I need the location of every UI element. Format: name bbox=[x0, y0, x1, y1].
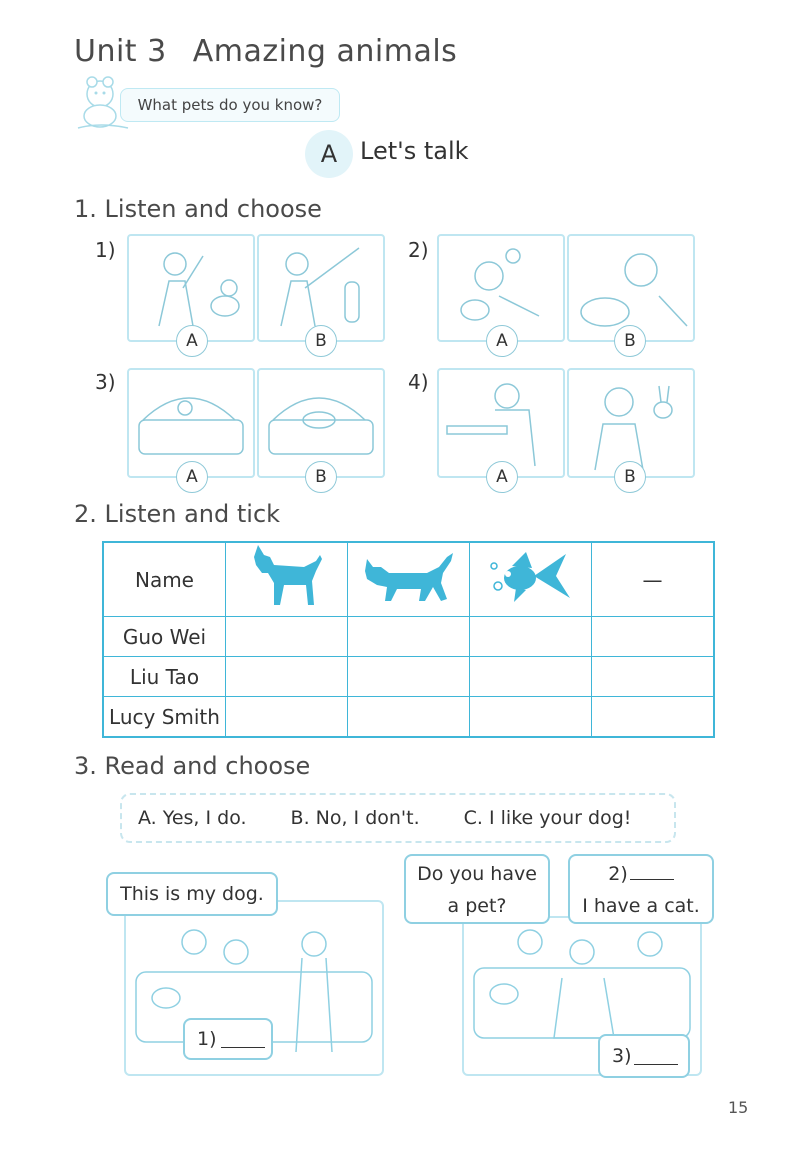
item3-choice-a[interactable]: A bbox=[176, 461, 208, 493]
answer-3-number: 3) bbox=[612, 1045, 632, 1067]
item2-choice-b[interactable]: B bbox=[614, 325, 646, 357]
item4-choice-a[interactable]: A bbox=[486, 461, 518, 493]
answer-2-number: 2) bbox=[608, 863, 628, 885]
goldfish-icon bbox=[486, 546, 576, 608]
answer-2-blank[interactable] bbox=[630, 863, 674, 880]
item3-number: 3) bbox=[95, 370, 116, 394]
answer-3-blank[interactable] bbox=[634, 1048, 678, 1065]
answer-2-line bbox=[570, 858, 712, 890]
cat-icon bbox=[359, 547, 459, 607]
item4-number: 4) bbox=[408, 370, 429, 394]
option-a: A. Yes, I do. bbox=[138, 807, 247, 829]
tick-cell[interactable] bbox=[592, 657, 715, 697]
item4-choice-b[interactable]: B bbox=[614, 461, 646, 493]
row-name-liu-tao: Liu Tao bbox=[103, 657, 226, 697]
row-name-lucy-smith: Lucy Smith bbox=[103, 697, 226, 738]
section1-title: 1. Listen and choose bbox=[74, 195, 322, 223]
answer-bubble-2[interactable] bbox=[568, 854, 714, 924]
answer-1-blank[interactable] bbox=[221, 1031, 265, 1048]
item1-choice-a[interactable]: A bbox=[176, 325, 208, 357]
item2-choice-a[interactable]: A bbox=[486, 325, 518, 357]
goldfish-column-header bbox=[470, 542, 592, 617]
unit-title bbox=[74, 34, 457, 69]
unit-label: Unit 3 bbox=[74, 34, 167, 69]
pets-question-bubble: What pets do you know? bbox=[120, 88, 340, 122]
blank-column-header: — bbox=[592, 542, 715, 617]
page-number: 15 bbox=[728, 1098, 749, 1117]
item3-choice-b[interactable]: B bbox=[305, 461, 337, 493]
tick-cell[interactable] bbox=[348, 697, 470, 738]
question-line-2: a pet? bbox=[447, 895, 507, 917]
dog-column-header bbox=[226, 542, 348, 617]
tick-cell[interactable] bbox=[592, 617, 715, 657]
tick-cell[interactable] bbox=[226, 697, 348, 738]
tick-table bbox=[102, 541, 715, 738]
tick-cell[interactable] bbox=[470, 617, 592, 657]
answer-bubble-1[interactable] bbox=[183, 1018, 273, 1060]
question-line-1: Do you have bbox=[417, 863, 537, 885]
item2-number: 2) bbox=[408, 238, 429, 262]
tick-cell[interactable] bbox=[470, 657, 592, 697]
cat-column-header bbox=[348, 542, 470, 617]
part-title: Let's talk bbox=[360, 137, 469, 165]
speech-this-is-my-dog: This is my dog. bbox=[106, 872, 278, 916]
tick-cell[interactable] bbox=[226, 617, 348, 657]
answer-1-number: 1) bbox=[197, 1028, 217, 1050]
speech-do-you-have-a-pet bbox=[404, 854, 550, 924]
part-letter-badge: A bbox=[305, 130, 353, 178]
answer-bubble-3[interactable] bbox=[598, 1034, 690, 1078]
option-b: B. No, I don't. bbox=[290, 807, 420, 829]
option-c: C. I like your dog! bbox=[463, 807, 632, 829]
name-column-header: Name bbox=[103, 542, 226, 617]
item1-choice-b[interactable]: B bbox=[305, 325, 337, 357]
i-have-a-cat-text: I have a cat. bbox=[582, 895, 700, 917]
section3-title: 3. Read and choose bbox=[74, 752, 311, 780]
unit-name: Amazing animals bbox=[192, 34, 458, 69]
tick-cell[interactable] bbox=[348, 617, 470, 657]
tick-cell[interactable] bbox=[592, 697, 715, 738]
dog-icon bbox=[244, 543, 330, 611]
item1-number: 1) bbox=[95, 238, 116, 262]
section2-title: 2. Listen and tick bbox=[74, 500, 281, 528]
answer-options-box bbox=[120, 793, 676, 843]
tick-cell[interactable] bbox=[226, 657, 348, 697]
tick-cell[interactable] bbox=[470, 697, 592, 738]
tick-cell[interactable] bbox=[348, 657, 470, 697]
row-name-guo-wei: Guo Wei bbox=[103, 617, 226, 657]
